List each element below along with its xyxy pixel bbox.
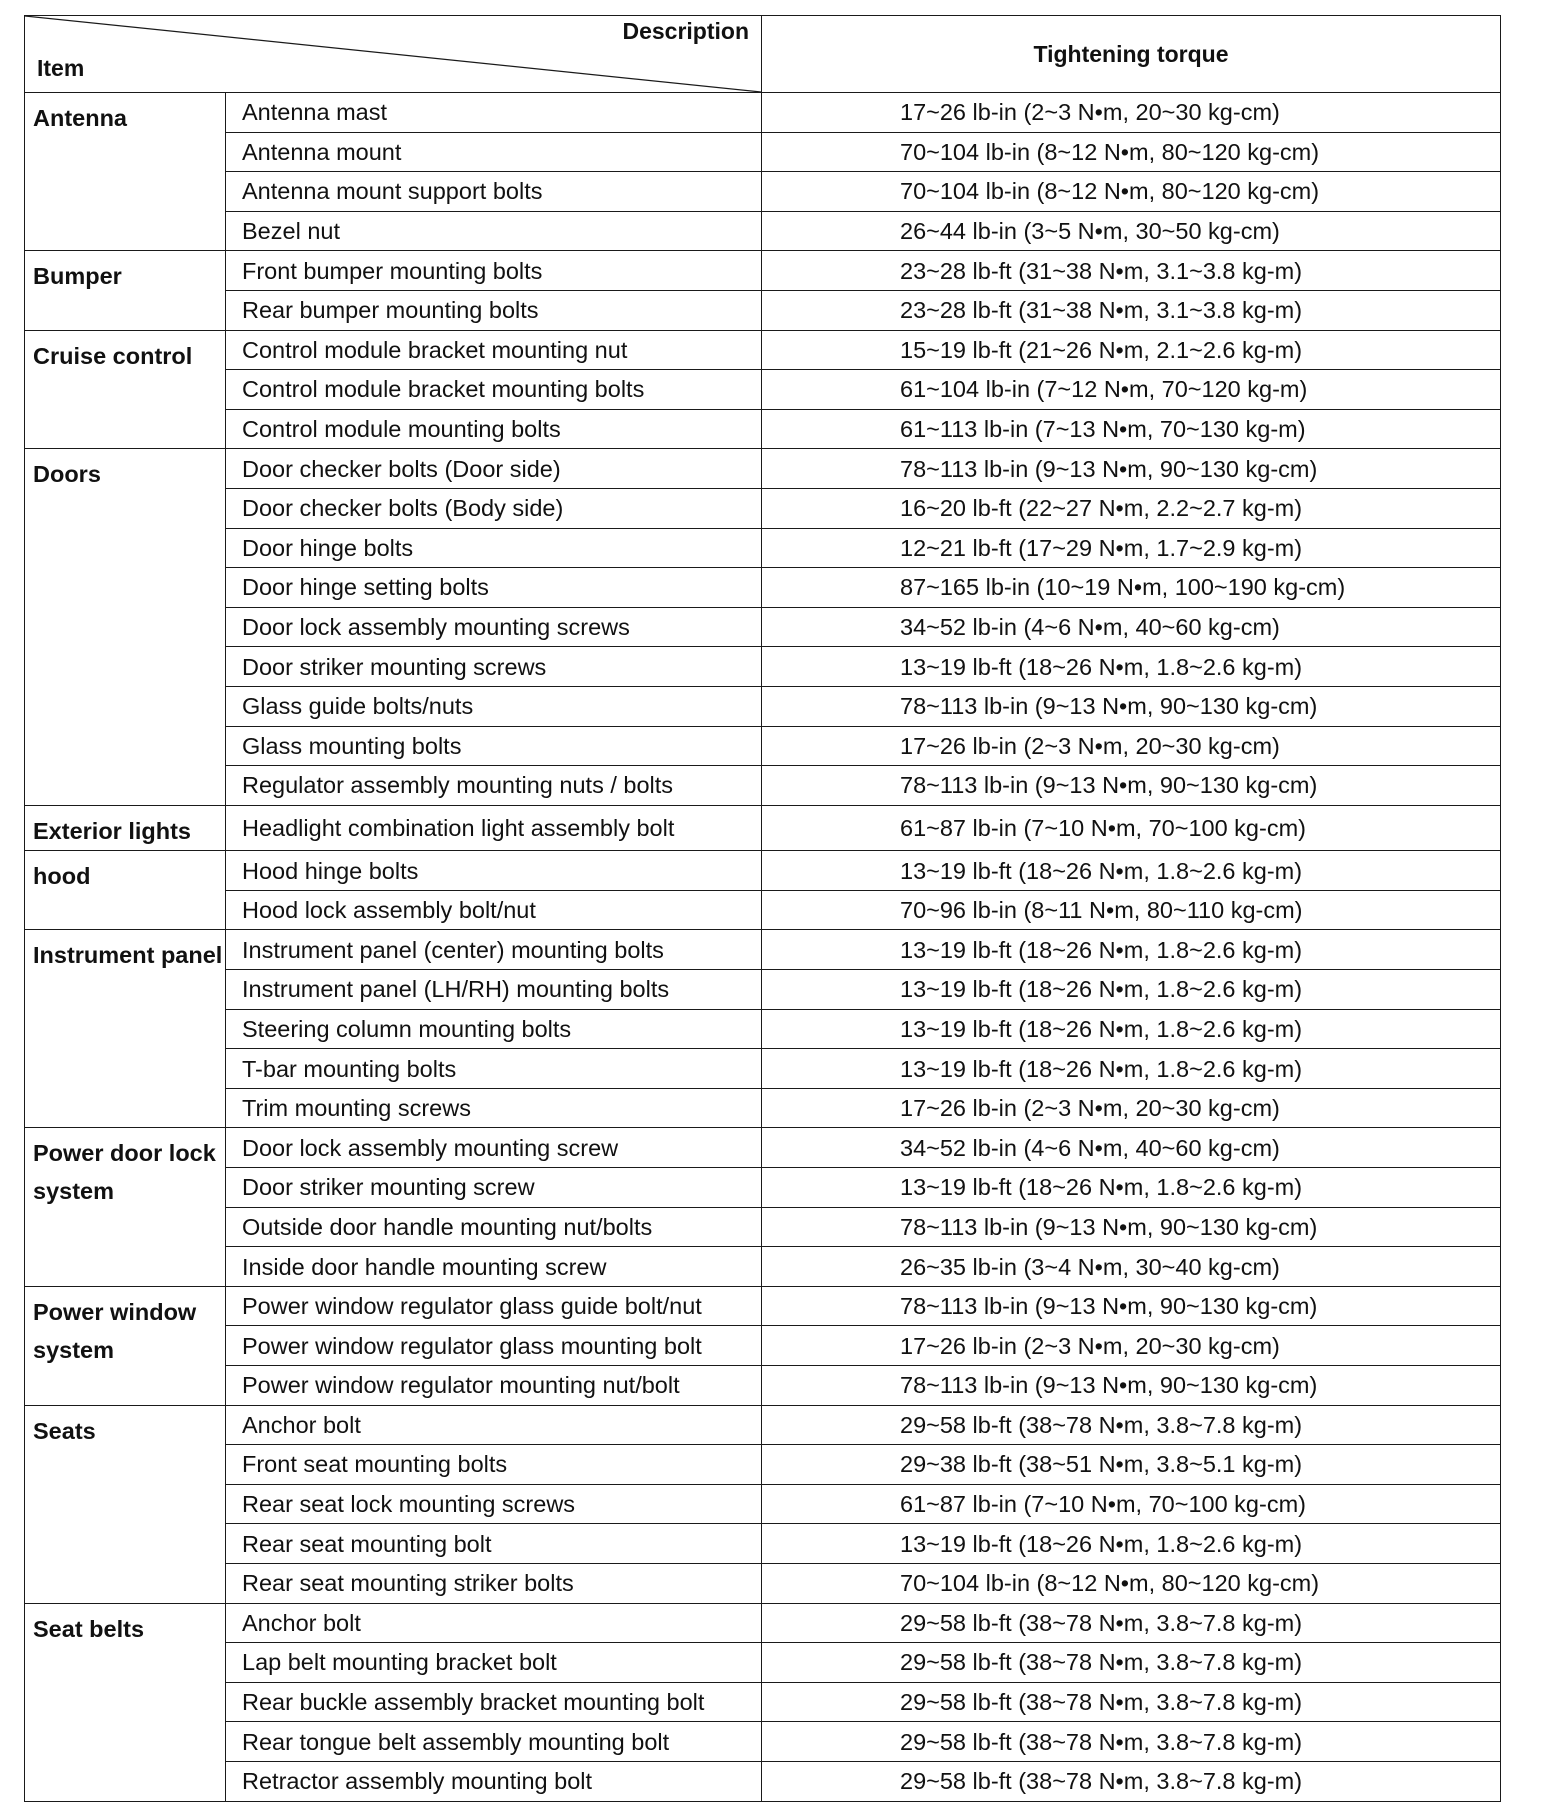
description-cell: Antenna mount (226, 132, 762, 172)
table-row (25, 1643, 1501, 1683)
torque-cell: 78~113 lb-in (9~13 N•m, 90~130 kg-cm) (762, 1286, 1501, 1326)
description-cell: Headlight combination light assembly bolt (226, 805, 762, 851)
description-cell: Instrument panel (LH/RH) mounting bolts (226, 970, 762, 1010)
torque-cell: 16~20 lb-ft (22~27 N•m, 2.2~2.7 kg-m) (762, 488, 1501, 528)
table-row (25, 568, 1501, 608)
description-cell: Power window regulator glass mounting bolt (226, 1326, 762, 1366)
torque-cell: 78~113 lb-in (9~13 N•m, 90~130 kg-cm) (762, 1207, 1501, 1247)
torque-cell: 13~19 lb-ft (18~26 N•m, 1.8~2.6 kg-m) (762, 1049, 1501, 1089)
description-cell: Control module mounting bolts (226, 409, 762, 449)
description-cell: Trim mounting screws (226, 1088, 762, 1128)
table-row (25, 211, 1501, 251)
torque-cell: 70~104 lb-in (8~12 N•m, 80~120 kg-cm) (762, 1563, 1501, 1603)
table-row (25, 1524, 1501, 1564)
torque-cell: 17~26 lb-in (2~3 N•m, 20~30 kg-cm) (762, 1088, 1501, 1128)
group-name-cell: Power door lock system (25, 1128, 226, 1286)
group-name-cell: Power window system (25, 1286, 226, 1405)
description-cell: Regulator assembly mounting nuts / bolts (226, 766, 762, 806)
description-cell: Door lock assembly mounting screw (226, 1128, 762, 1168)
group-name-cell: Exterior lights (25, 805, 226, 851)
table-row (25, 409, 1501, 449)
torque-cell: 34~52 lb-in (4~6 N•m, 40~60 kg-cm) (762, 607, 1501, 647)
torque-cell: 26~44 lb-in (3~5 N•m, 30~50 kg-cm) (762, 211, 1501, 251)
torque-cell: 29~58 lb-ft (38~78 N•m, 3.8~7.8 kg-m) (762, 1682, 1501, 1722)
description-cell: Control module bracket mounting bolts (226, 370, 762, 410)
table-row (25, 1286, 1501, 1326)
table-row (25, 1207, 1501, 1247)
table-row (25, 290, 1501, 330)
description-cell: Door hinge setting bolts (226, 568, 762, 608)
table-row (25, 1563, 1501, 1603)
table-row (25, 1049, 1501, 1089)
group-name-cell: Seats (25, 1405, 226, 1603)
torque-cell: 13~19 lb-ft (18~26 N•m, 1.8~2.6 kg-m) (762, 851, 1501, 891)
description-cell: Bezel nut (226, 211, 762, 251)
description-cell: Glass guide bolts/nuts (226, 686, 762, 726)
torque-cell: 29~58 lb-ft (38~78 N•m, 3.8~7.8 kg-m) (762, 1643, 1501, 1683)
table-row (25, 1722, 1501, 1762)
table-row (25, 449, 1501, 489)
torque-cell: 61~87 lb-in (7~10 N•m, 70~100 kg-cm) (762, 805, 1501, 851)
table-row (25, 1445, 1501, 1485)
table-row (25, 1366, 1501, 1406)
description-cell: Rear buckle assembly bracket mounting bolt (226, 1682, 762, 1722)
table-row (25, 1326, 1501, 1366)
torque-cell: 61~104 lb-in (7~12 N•m, 70~120 kg-m) (762, 370, 1501, 410)
torque-cell: 29~58 lb-ft (38~78 N•m, 3.8~7.8 kg-m) (762, 1405, 1501, 1445)
description-cell: Front bumper mounting bolts (226, 251, 762, 291)
item-column-label: Item (37, 55, 85, 81)
description-cell: Door checker bolts (Door side) (226, 449, 762, 489)
torque-cell: 15~19 lb-ft (21~26 N•m, 2.1~2.6 kg-m) (762, 330, 1501, 370)
torque-cell: 29~58 lb-ft (38~78 N•m, 3.8~7.8 kg-m) (762, 1722, 1501, 1762)
description-cell: Door striker mounting screw (226, 1168, 762, 1208)
group-name-cell: hood (25, 851, 226, 930)
table-row (25, 766, 1501, 806)
group-name-cell: Seat belts (25, 1603, 226, 1801)
description-cell: Power window regulator glass guide bolt/nut (226, 1286, 762, 1326)
torque-cell: 78~113 lb-in (9~13 N•m, 90~130 kg-cm) (762, 449, 1501, 489)
torque-cell: 23~28 lb-ft (31~38 N•m, 3.1~3.8 kg-m) (762, 251, 1501, 291)
description-cell: Rear tongue belt assembly mounting bolt (226, 1722, 762, 1762)
torque-cell: 70~96 lb-in (8~11 N•m, 80~110 kg-cm) (762, 890, 1501, 930)
torque-cell: 17~26 lb-in (2~3 N•m, 20~30 kg-cm) (762, 1326, 1501, 1366)
table-row (25, 1009, 1501, 1049)
torque-cell: 29~38 lb-ft (38~51 N•m, 3.8~5.1 kg-m) (762, 1445, 1501, 1485)
torque-cell: 78~113 lb-in (9~13 N•m, 90~130 kg-cm) (762, 686, 1501, 726)
torque-cell: 17~26 lb-in (2~3 N•m, 20~30 kg-cm) (762, 93, 1501, 133)
description-cell: Rear seat mounting bolt (226, 1524, 762, 1564)
torque-spec-table (24, 15, 1501, 1802)
torque-cell: 23~28 lb-ft (31~38 N•m, 3.1~3.8 kg-m) (762, 290, 1501, 330)
table-row (25, 1128, 1501, 1168)
torque-cell: 70~104 lb-in (8~12 N•m, 80~120 kg-cm) (762, 132, 1501, 172)
description-cell: Outside door handle mounting nut/bolts (226, 1207, 762, 1247)
torque-cell: 61~87 lb-in (7~10 N•m, 70~100 kg-cm) (762, 1484, 1501, 1524)
torque-column-label: Tightening torque (762, 16, 1501, 93)
description-cell: Anchor bolt (226, 1603, 762, 1643)
torque-cell: 29~58 lb-ft (38~78 N•m, 3.8~7.8 kg-m) (762, 1761, 1501, 1801)
torque-cell: 17~26 lb-in (2~3 N•m, 20~30 kg-cm) (762, 726, 1501, 766)
table-row (25, 330, 1501, 370)
table-row (25, 686, 1501, 726)
description-cell: Rear bumper mounting bolts (226, 290, 762, 330)
table-row (25, 251, 1501, 291)
table-row (25, 528, 1501, 568)
torque-cell: 26~35 lb-in (3~4 N•m, 30~40 kg-cm) (762, 1247, 1501, 1287)
description-cell: Lap belt mounting bracket bolt (226, 1643, 762, 1683)
description-cell: Glass mounting bolts (226, 726, 762, 766)
description-cell: Door hinge bolts (226, 528, 762, 568)
table-row (25, 1405, 1501, 1445)
torque-cell: 13~19 lb-ft (18~26 N•m, 1.8~2.6 kg-m) (762, 647, 1501, 687)
torque-cell: 70~104 lb-in (8~12 N•m, 80~120 kg-cm) (762, 172, 1501, 212)
group-name-cell: Antenna (25, 93, 226, 251)
table-row (25, 1761, 1501, 1801)
torque-cell: 87~165 lb-in (10~19 N•m, 100~190 kg-cm) (762, 568, 1501, 608)
description-cell: Steering column mounting bolts (226, 1009, 762, 1049)
description-column-label: Description (622, 18, 749, 44)
table-row (25, 607, 1501, 647)
table-row (25, 890, 1501, 930)
description-cell: Instrument panel (center) mounting bolts (226, 930, 762, 970)
description-cell: Antenna mount support bolts (226, 172, 762, 212)
torque-cell: 13~19 lb-ft (18~26 N•m, 1.8~2.6 kg-m) (762, 930, 1501, 970)
description-cell: T-bar mounting bolts (226, 1049, 762, 1089)
table-row (25, 726, 1501, 766)
description-cell: Power window regulator mounting nut/bolt (226, 1366, 762, 1406)
torque-cell: 12~21 lb-ft (17~29 N•m, 1.7~2.9 kg-m) (762, 528, 1501, 568)
description-cell: Hood hinge bolts (226, 851, 762, 891)
description-cell: Control module bracket mounting nut (226, 330, 762, 370)
torque-cell: 13~19 lb-ft (18~26 N•m, 1.8~2.6 kg-m) (762, 970, 1501, 1010)
description-cell: Rear seat lock mounting screws (226, 1484, 762, 1524)
table-row (25, 132, 1501, 172)
description-cell: Front seat mounting bolts (226, 1445, 762, 1485)
table-row (25, 488, 1501, 528)
torque-cell: 13~19 lb-ft (18~26 N•m, 1.8~2.6 kg-m) (762, 1168, 1501, 1208)
table-row (25, 1484, 1501, 1524)
table-row (25, 93, 1501, 133)
description-cell: Inside door handle mounting screw (226, 1247, 762, 1287)
description-cell: Hood lock assembly bolt/nut (226, 890, 762, 930)
table-row (25, 370, 1501, 410)
table-row (25, 970, 1501, 1010)
group-name-cell: Bumper (25, 251, 226, 330)
table-row (25, 1603, 1501, 1643)
table-row (25, 647, 1501, 687)
torque-cell: 61~113 lb-in (7~13 N•m, 70~130 kg-m) (762, 409, 1501, 449)
table-body (25, 93, 1501, 1802)
description-cell: Rear seat mounting striker bolts (226, 1563, 762, 1603)
torque-cell: 78~113 lb-in (9~13 N•m, 90~130 kg-cm) (762, 766, 1501, 806)
torque-cell: 78~113 lb-in (9~13 N•m, 90~130 kg-cm) (762, 1366, 1501, 1406)
description-cell: Door lock assembly mounting screws (226, 607, 762, 647)
table-row (25, 1682, 1501, 1722)
table-row (25, 930, 1501, 970)
torque-cell: 13~19 lb-ft (18~26 N•m, 1.8~2.6 kg-m) (762, 1009, 1501, 1049)
description-cell: Antenna mast (226, 93, 762, 133)
description-cell: Door striker mounting screws (226, 647, 762, 687)
description-cell: Anchor bolt (226, 1405, 762, 1445)
table-row (25, 851, 1501, 891)
table-row (25, 1088, 1501, 1128)
table-row (25, 805, 1501, 851)
torque-cell: 13~19 lb-ft (18~26 N•m, 1.8~2.6 kg-m) (762, 1524, 1501, 1564)
item-description-header (25, 16, 762, 93)
group-name-cell: Doors (25, 449, 226, 805)
table-row (25, 1247, 1501, 1287)
description-cell: Door checker bolts (Body side) (226, 488, 762, 528)
table-row (25, 172, 1501, 212)
torque-cell: 29~58 lb-ft (38~78 N•m, 3.8~7.8 kg-m) (762, 1603, 1501, 1643)
torque-cell: 34~52 lb-in (4~6 N•m, 40~60 kg-cm) (762, 1128, 1501, 1168)
table-header-row (25, 16, 1501, 93)
description-cell: Retractor assembly mounting bolt (226, 1761, 762, 1801)
table-row (25, 1168, 1501, 1208)
group-name-cell: Cruise control (25, 330, 226, 449)
group-name-cell: Instrument panel (25, 930, 226, 1128)
